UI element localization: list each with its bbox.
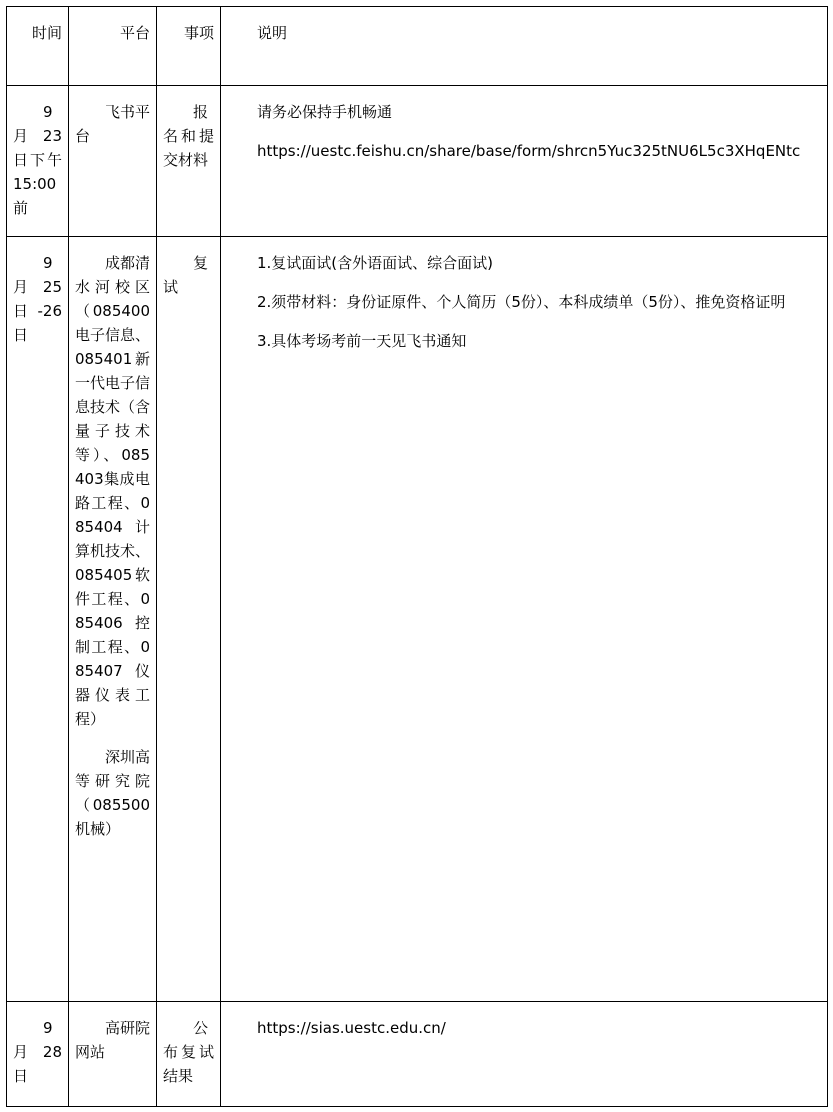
cell-item: 复试 — [157, 237, 221, 1002]
header-place: 平台 — [69, 7, 157, 86]
cell-desc — [221, 237, 828, 1002]
place-line: 深圳高等研究院（085500机械） — [75, 748, 151, 838]
cell-desc — [221, 86, 828, 237]
desc-line: 1.复试面试(含外语面试、综合面试) — [257, 254, 494, 272]
header-item: 事项 — [157, 7, 221, 86]
cell-place: 高研院网站 — [69, 1002, 157, 1107]
cell-place: 飞书平台 — [69, 86, 157, 237]
cell-time: 9月23日下午15:00前 — [7, 86, 69, 237]
header-desc: 说明 — [221, 7, 828, 86]
cell-place — [69, 237, 157, 1002]
desc-line: 2.须带材料：身份证原件、个人简历（5份）、本科成绩单（5份）、推免资格证明 — [257, 293, 786, 311]
desc-line: 请务必保持手机畅通 — [257, 103, 393, 121]
cell-item: 公布复试结果 — [157, 1002, 221, 1107]
place-line: 成都清水河校区（085400电子信息、085401新一代电子信息技术（含量子技术等）、085403集成电路工程、085404计算机技术、085405软件工程、085406控制工程、085407仪器仪表工程） — [75, 254, 151, 728]
table-row — [7, 86, 828, 237]
header-time: 时间 — [7, 7, 69, 86]
table-row — [7, 237, 828, 1002]
desc-line: 3.具体考场考前一天见飞书通知 — [257, 332, 467, 350]
schedule-table — [6, 6, 828, 1107]
table-row — [7, 1002, 828, 1107]
cell-time: 9月25日-26日 — [7, 237, 69, 1002]
form-link[interactable]: https://uestc.feishu.cn/share/base/form/shrcn5Yuc325tNU6L5c3XHqENtc — [257, 142, 801, 160]
results-link[interactable]: https://sias.uestc.edu.cn/ — [257, 1019, 446, 1037]
cell-time: 9月28日 — [7, 1002, 69, 1107]
table-header-row — [7, 7, 828, 86]
cell-item: 报名和提交材料 — [157, 86, 221, 237]
cell-desc — [221, 1002, 828, 1107]
